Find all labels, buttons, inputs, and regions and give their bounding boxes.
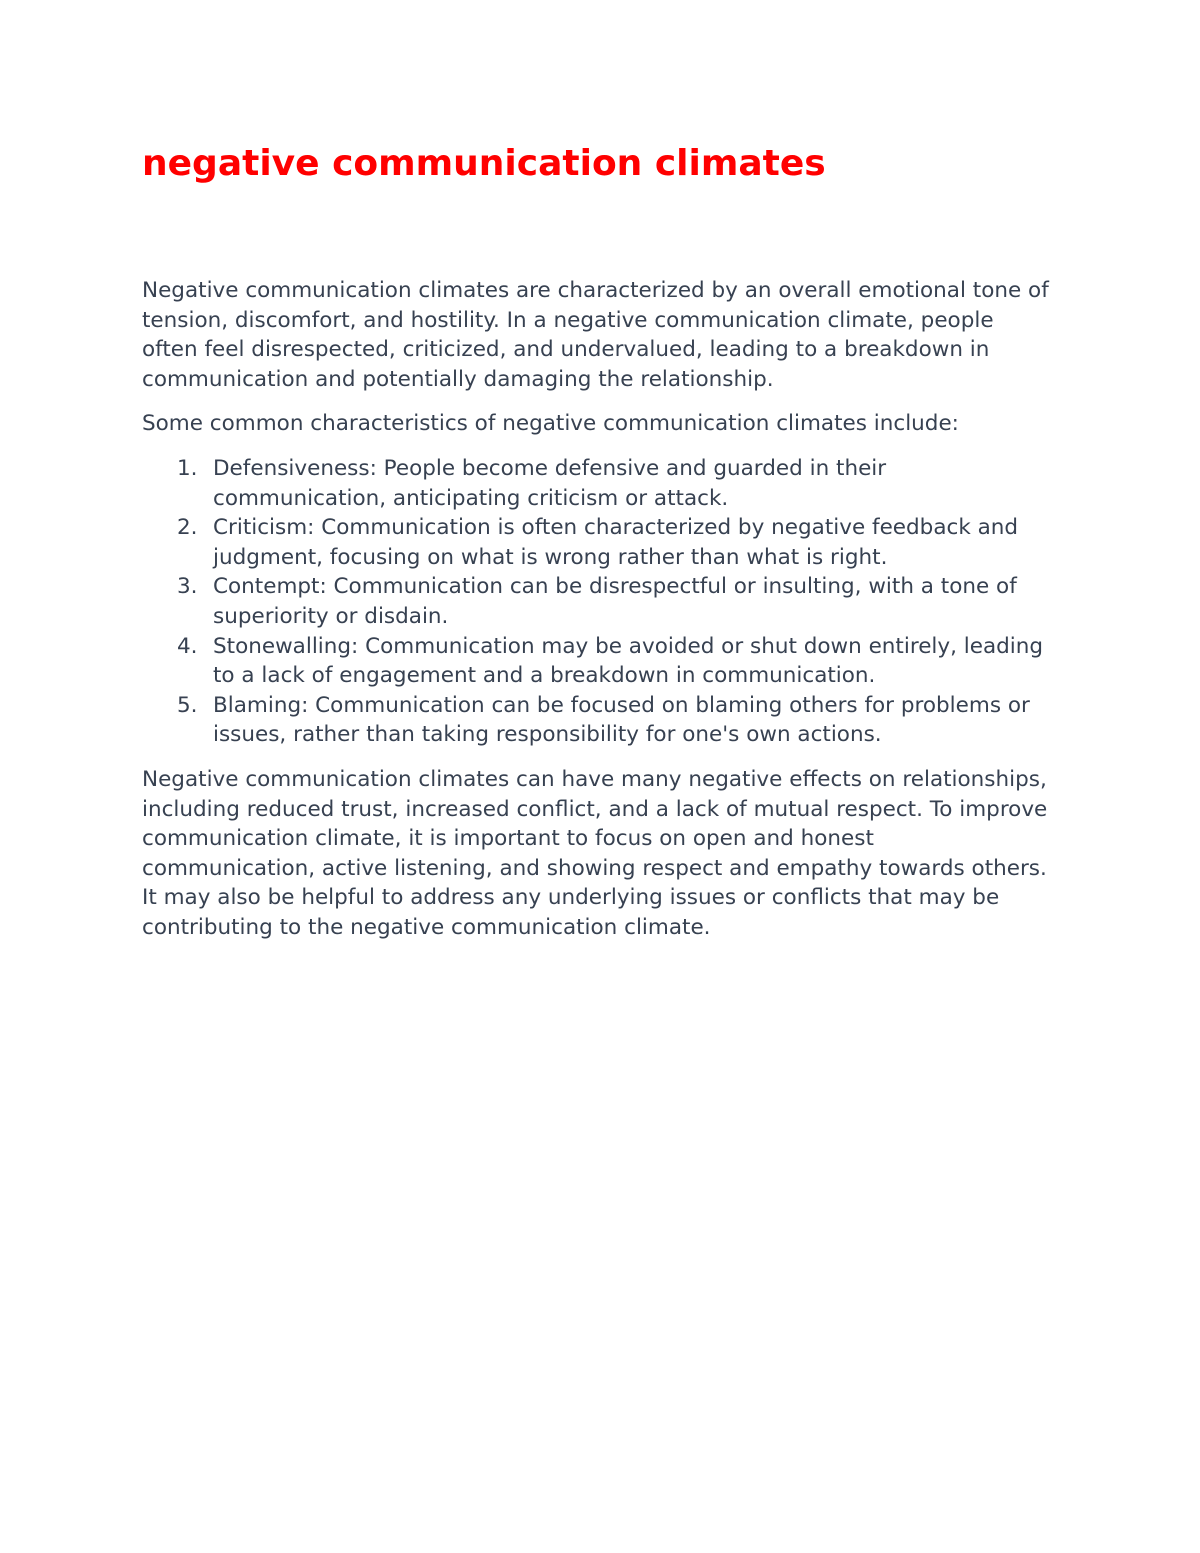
list-item <box>177 632 1052 691</box>
list-item-number: 3. <box>177 574 198 600</box>
list-item-text: Contempt: Communication can be disrespectful or insulting, with a tone of superiority or disdain. <box>213 574 1017 629</box>
list-item <box>177 513 1052 572</box>
document-title: negative communication climates <box>142 143 826 184</box>
list-lead-paragraph: Some common characteristics of negative communication climates include: <box>142 411 959 437</box>
list-item-number: 2. <box>177 515 198 541</box>
document-page <box>142 140 1052 942</box>
list-item <box>177 454 1052 513</box>
characteristics-list <box>142 454 1052 750</box>
intro-paragraph: Negative communication climates are characterized by an overall emotional tone of tension, discomfort, and hostility. In a negative communication climate, people often feel disrespected, criticized, and undervalued, leading to a breakdown in communication and potentially damaging the relationship. <box>142 278 1049 392</box>
closing-paragraph: Negative communication climates can have many negative effects on relationships, including reduced trust, increased conflict, and a lack of mutual respect. To improve communication climate, it is important to focus on open and honest communication, active listening, and showing respect and empathy towards others. It may also be helpful to address any underlying issues or conflicts that may be contributing to the negative communication climate. <box>142 766 1048 940</box>
list-item-text: Criticism: Communication is often characterized by negative feedback and judgment, focusing on what is wrong rather than what is right. <box>213 515 1019 570</box>
list-item-number: 5. <box>177 692 198 718</box>
list-item <box>177 572 1052 631</box>
list-item-number: 1. <box>177 455 198 481</box>
list-item <box>177 691 1052 750</box>
list-item-text: Stonewalling: Communication may be avoided or shut down entirely, leading to a lack of engagement and a breakdown in communication. <box>213 633 1044 689</box>
list-item-text: Blaming: Communication can be focused on blaming others for problems or issues, rather than taking responsibility for one's own actions. <box>213 692 1030 748</box>
list-item-number: 4. <box>177 633 198 659</box>
list-item-text: Defensiveness: People become defensive and guarded in their communication, anticipating criticism or attack. <box>213 455 887 511</box>
